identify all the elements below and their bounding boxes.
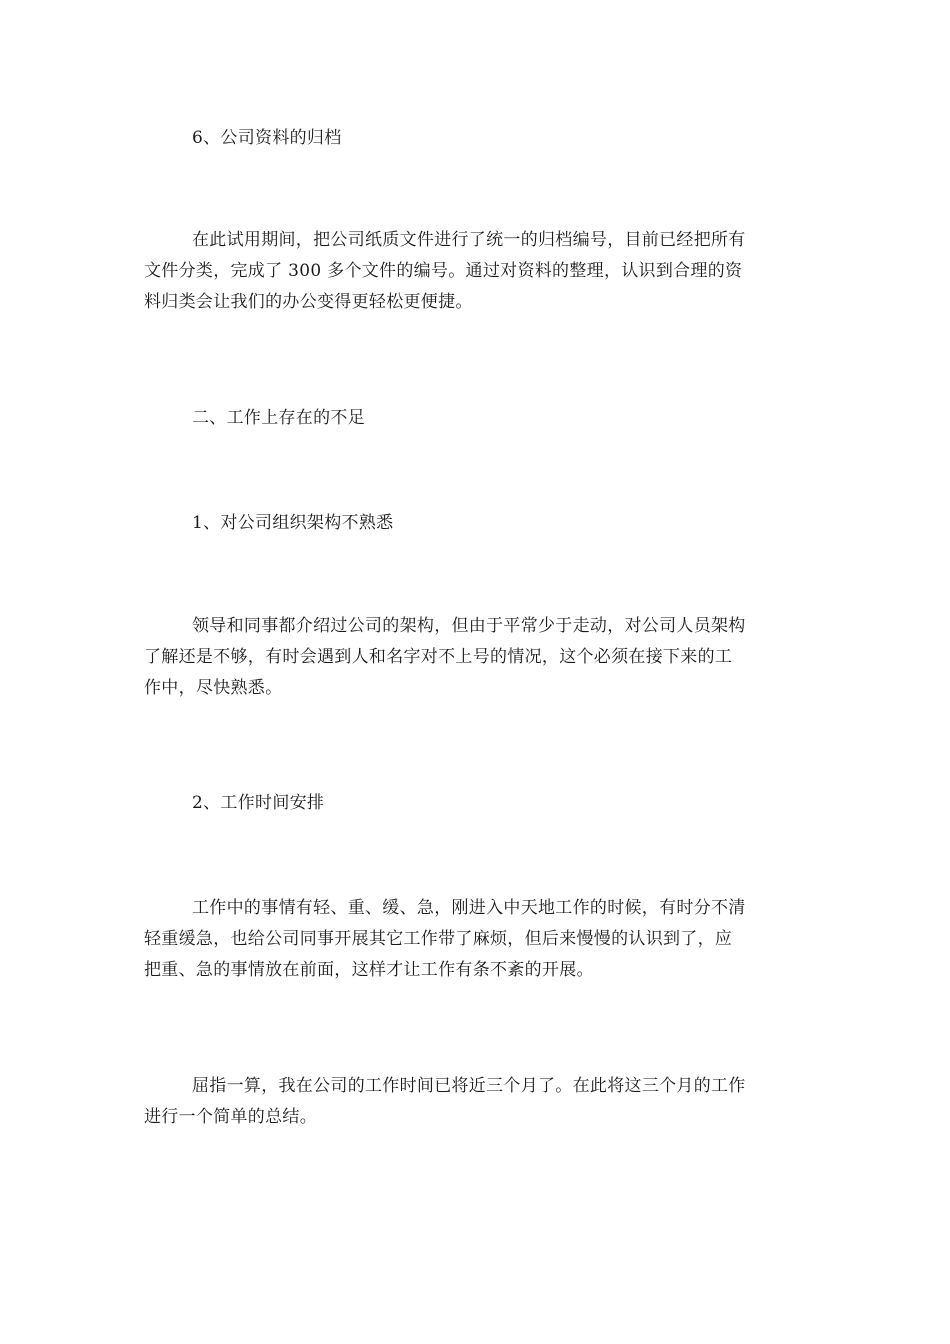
paragraph-archiving	[144, 225, 808, 318]
paragraph-org-structure	[144, 611, 808, 704]
paragraph-line: 在此试用期间，把公司纸质文件进行了统一的归档编号，目前已经把所有	[192, 230, 746, 250]
paragraph-line: 作中，尽快熟悉。	[144, 678, 283, 698]
paragraph-line: 进行一个简单的总结。	[144, 1107, 317, 1127]
subheading-org-structure: 1、对公司组织架构不熟悉	[192, 513, 394, 533]
subheading-time-arrangement: 2、工作时间安排	[192, 793, 325, 813]
paragraph-summary	[144, 1071, 808, 1133]
paragraph-time-arrangement	[144, 893, 808, 986]
section-heading-archiving: 6、公司资料的归档	[192, 128, 342, 148]
paragraph-line: 料归类会让我们的办公变得更轻松更便捷。	[144, 292, 473, 312]
paragraph-line: 屈指一算，我在公司的工作时间已将近三个月了。在此将这三个月的工作	[192, 1076, 746, 1096]
paragraph-line: 了解还是不够，有时会遇到人和名字对不上号的情况，这个必须在接下来的工	[144, 647, 733, 667]
paragraph-line: 领导和同事都介绍过公司的架构，但由于平常少于走动，对公司人员架构	[192, 616, 746, 636]
section-heading-shortcomings: 二、工作上存在的不足	[192, 408, 365, 428]
paragraph-line: 工作中的事情有轻、重、缓、急，刚进入中天地工作的时候，有时分不清	[192, 898, 746, 918]
paragraph-line: 文件分类，完成了 300 多个文件的编号。通过对资料的整理，认识到合理的资	[144, 261, 743, 281]
paragraph-line: 轻重缓急，也给公司同事开展其它工作带了麻烦，但后来慢慢的认识到了，应	[144, 929, 733, 949]
paragraph-line: 把重、急的事情放在前面，这样才让工作有条不紊的开展。	[144, 960, 594, 980]
